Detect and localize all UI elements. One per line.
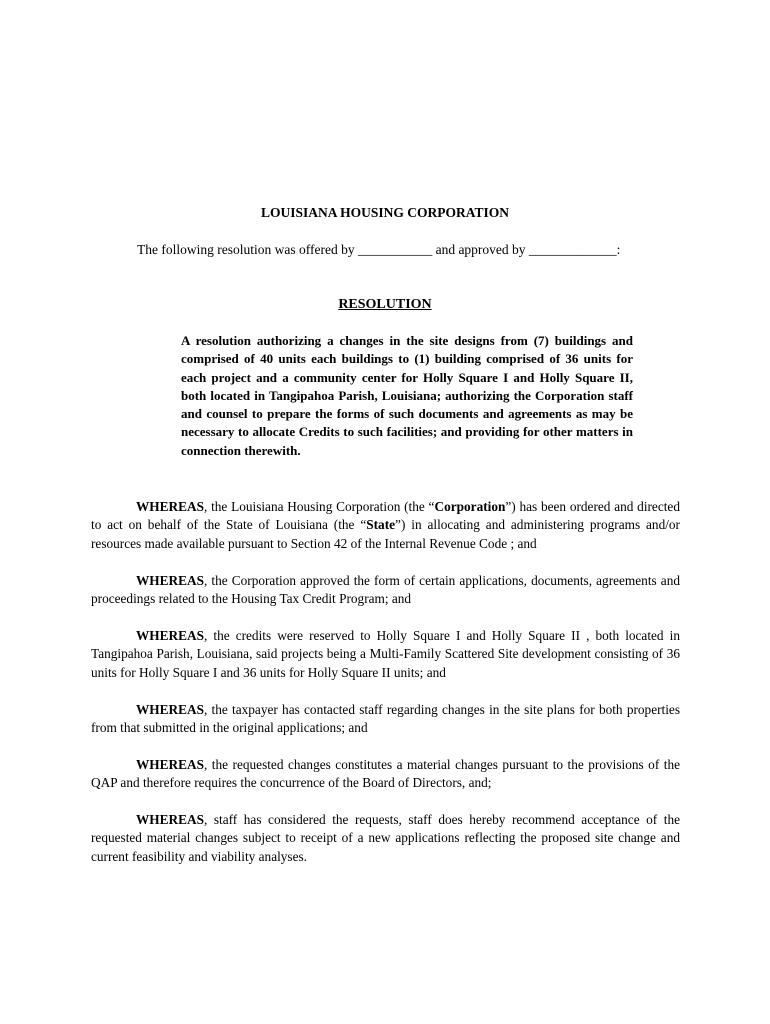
whereas-clause-2: [91, 572, 680, 609]
whereas-label: WHEREAS: [136, 702, 204, 717]
clause-text: , staff has considered the requests, staff does hereby recommend acceptance of the requested material changes subject to receipt of a new applications reflecting the proposed site change and current feasibility and viability analyses.: [91, 812, 680, 864]
resolution-abstract: A resolution authorizing a changes in the site designs from (7) buildings and comprised of 40 units each buildings to (1) building comprised of 36 units for each project and a community center for Holly Square I and Holly Square II, both located in Tangipahoa Parish, Louisiana; authorizing the Corporation staff and counsel to prepare the forms of such documents and agreements as may be necessary to allocate Credits to such facilities; and providing for other matters in connection therewith.: [181, 333, 633, 458]
whereas-clause-4: [91, 701, 680, 738]
organization-title: LOUISIANA HOUSING CORPORATION: [260, 205, 510, 220]
whereas-label: WHEREAS: [136, 573, 204, 588]
whereas-label: WHEREAS: [136, 628, 204, 643]
whereas-clause-5: [91, 756, 680, 793]
clause-text: , the requested changes constitutes a material changes pursuant to the provisions of the QAP and therefore requires the concurrence of the Board of Directors, and;: [91, 757, 680, 791]
offered-approved-line: The following resolution was offered by ___________ and approved by _____________:: [137, 242, 621, 257]
defined-term-state: State: [366, 517, 396, 533]
resolution-heading: RESOLUTION: [338, 297, 432, 312]
clause-text: ”) has been ordered and directed to act on behalf of the State of Louisiana (the “: [91, 499, 680, 533]
clause-text: , the Corporation approved the form of certain applications, documents, agreements and proceedings related to the Housing Tax Credit Program; and: [91, 573, 680, 607]
whereas-label: WHEREAS: [136, 499, 204, 514]
clause-text: , the credits were reserved to Holly Square I and Holly Square II , both located in Tangipahoa Parish, Louisiana, said projects being a Multi-Family Scattered Site development consisting of 36 units for Holly Square I and 36 units for Holly Square II units; and: [91, 628, 680, 680]
defined-term-corporation: Corporation: [434, 499, 506, 514]
whereas-label: WHEREAS: [136, 757, 204, 772]
whereas-clause-6: [91, 811, 680, 866]
whereas-clause-3: [91, 627, 680, 682]
clause-text: ”) in allocating and administering programs and/or resources made available pursuant to Section 42 of the Internal Revenue Code ; and: [91, 517, 680, 551]
clause-text: , the Louisiana Housing Corporation (the “: [203, 499, 435, 514]
whereas-clause-1: [91, 498, 680, 553]
clause-text: , the taxpayer has contacted staff regarding changes in the site plans for both properties from that submitted in the original applications; and: [91, 702, 680, 736]
whereas-label: WHEREAS: [136, 812, 204, 827]
